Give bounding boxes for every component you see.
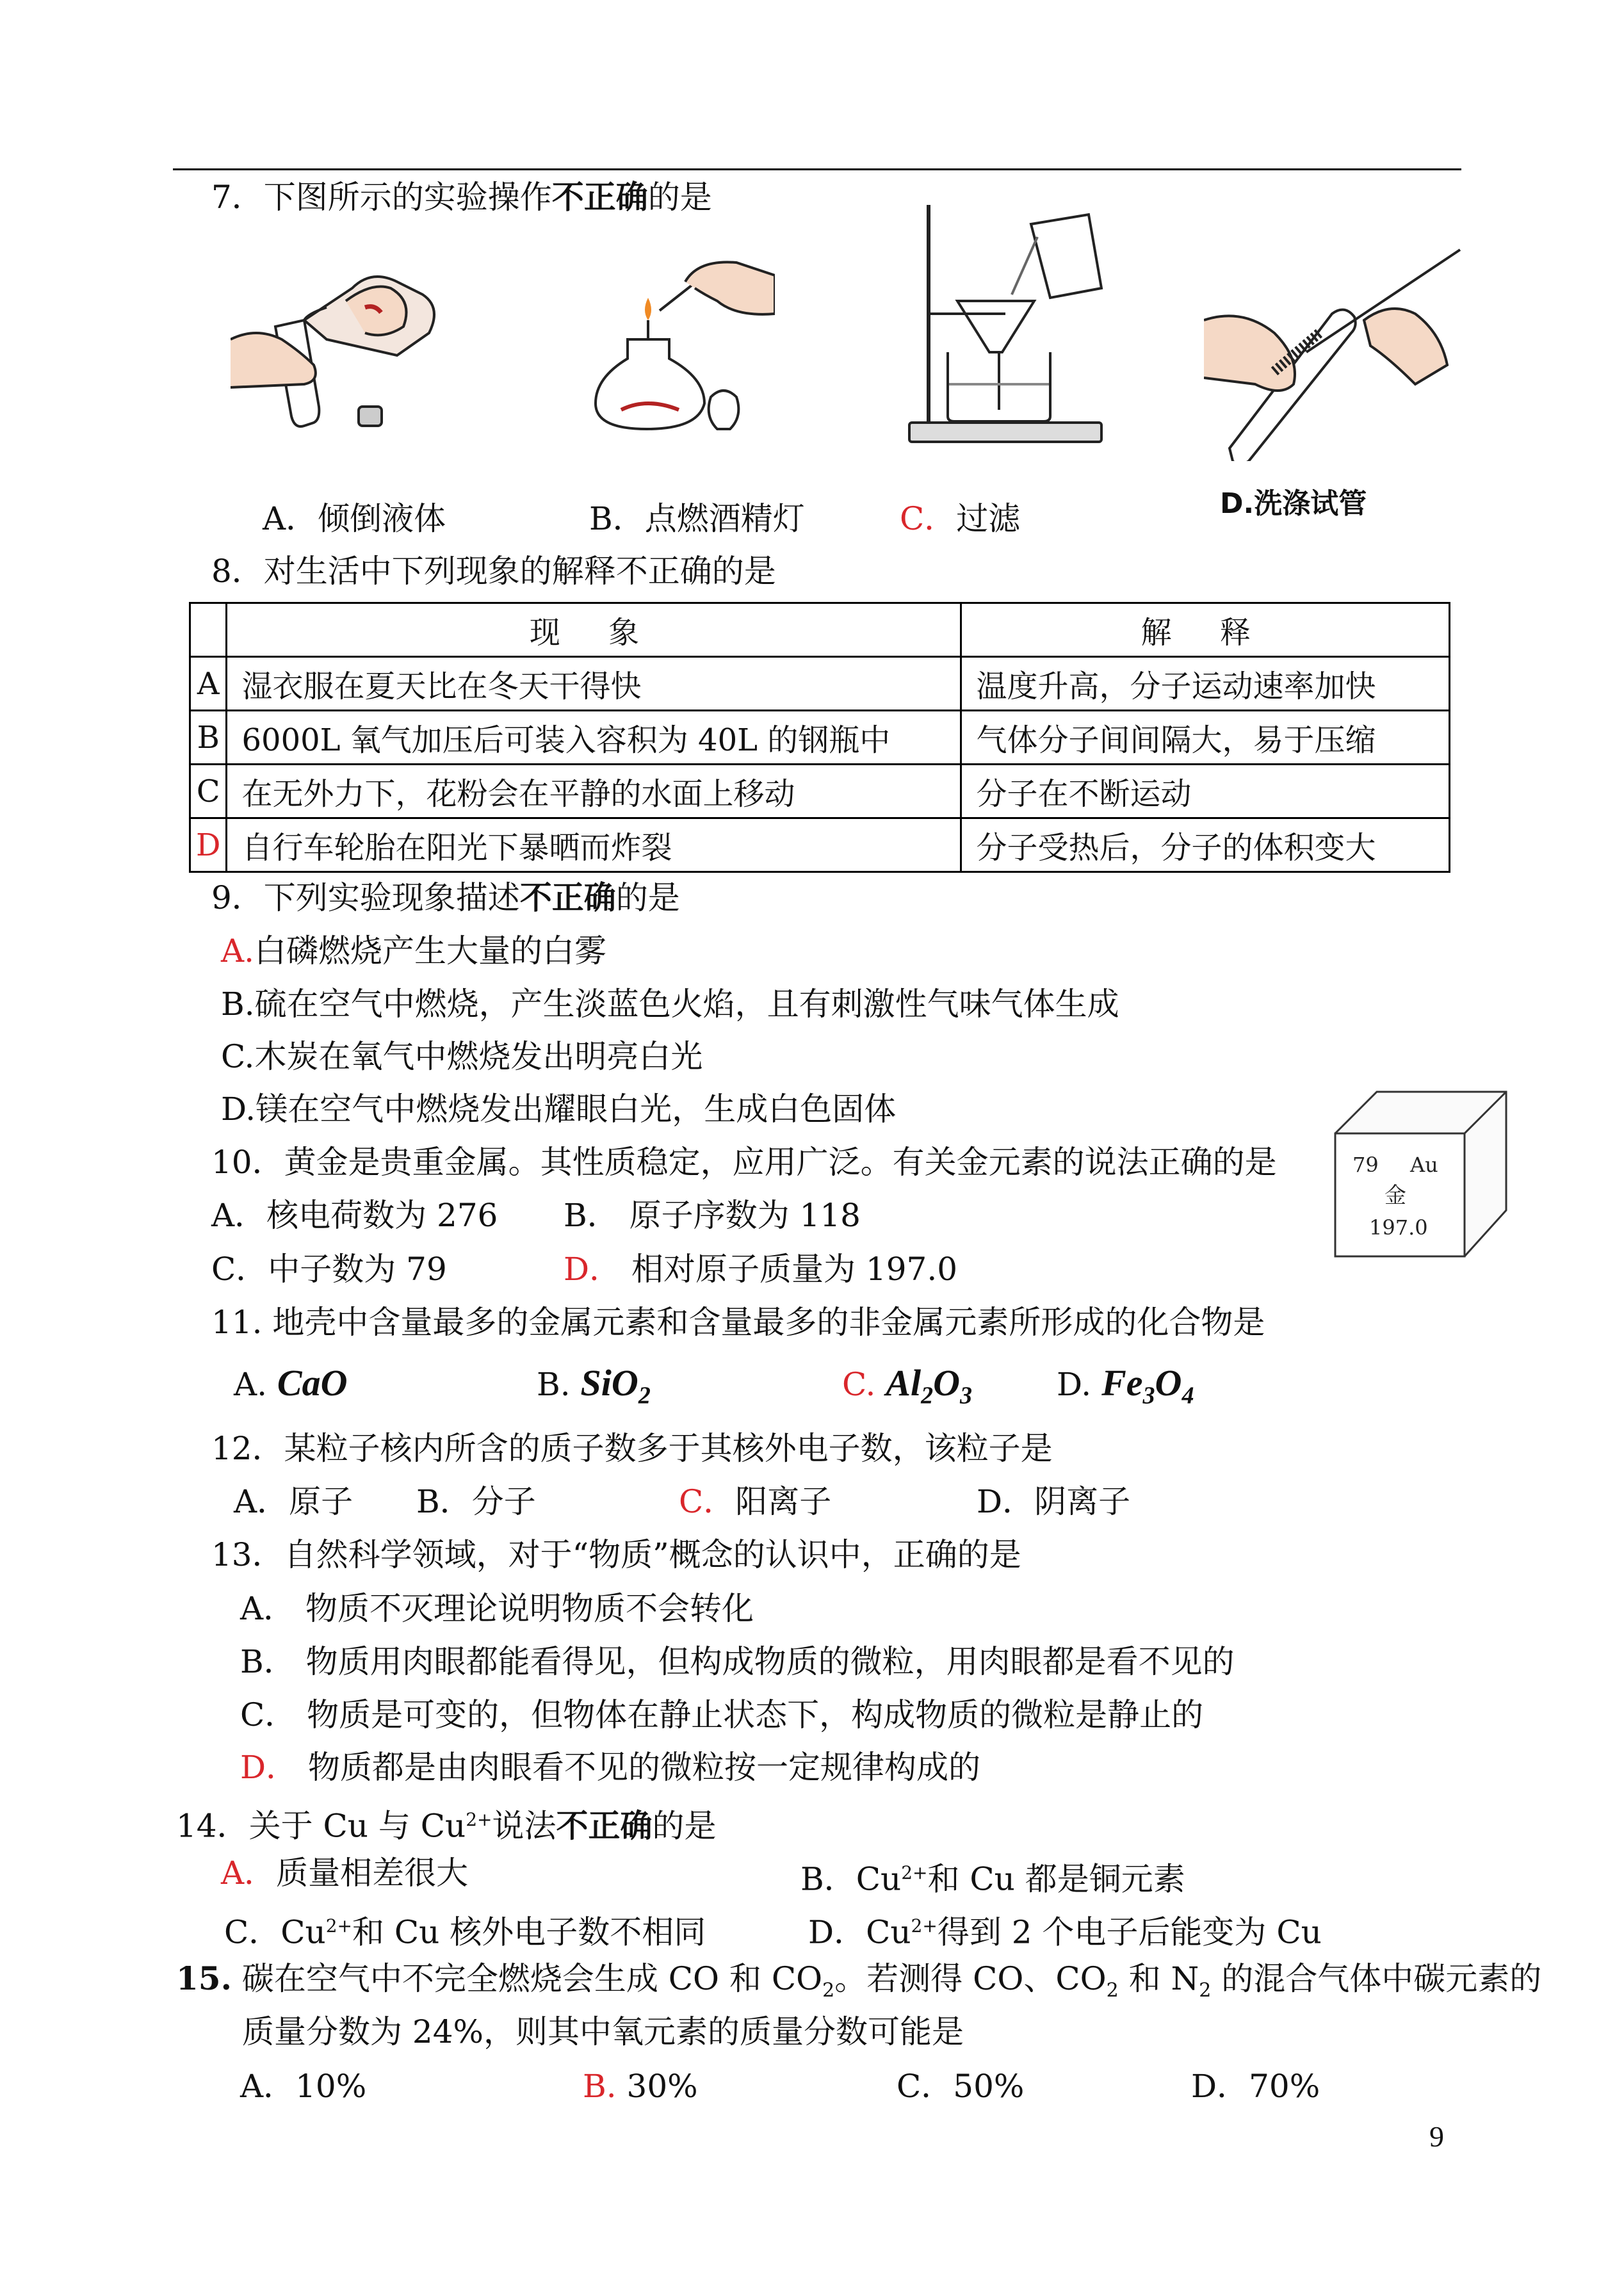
periodic-table-cell-gold	[1332, 1089, 1511, 1261]
row-explanation: 分子在不断运动	[961, 765, 1450, 818]
q7-stem: 7．下图所示的实验操作不正确的是	[211, 178, 712, 216]
q15-stem-line2: 质量分数为 24%，则其中氧元素的质量分数可能是	[242, 2013, 964, 2050]
row-key: D	[190, 818, 227, 872]
table-header-explanation: 解 释	[961, 603, 1450, 657]
q10-option-c: C．中子数为 79	[211, 1251, 447, 1288]
row-phenomenon: 在无外力下，花粉会在平静的水面上移动	[227, 765, 961, 818]
q12-option-b: B．分子	[416, 1483, 536, 1520]
row-phenomenon: 6000L 氧气加压后可装入容积为 40L 的钢瓶中	[227, 711, 961, 765]
q8-table	[189, 602, 1450, 873]
q9-option-c: C.木炭在氧气中燃烧发出明亮白光	[221, 1038, 703, 1075]
table-cell	[190, 603, 227, 657]
row-key: A	[190, 657, 227, 711]
q12-option-c: C．阳离子	[679, 1483, 832, 1520]
row-explanation: 气体分子间间隔大，易于压缩	[961, 711, 1450, 765]
q11-stem: 11. 地壳中含量最多的金属元素和含量最多的非金属元素所形成的化合物是	[211, 1304, 1265, 1341]
q15-option-c: C．50%	[897, 2068, 1025, 2105]
q10-option-b: B． 原子序数为 118	[564, 1197, 861, 1234]
table-row	[190, 657, 1450, 711]
q14-option-d: D．$Cu^{2+}$得到 2 个电子后能变为 Cu	[808, 1913, 1322, 1951]
q9-option-a: A.白磷燃烧产生大量的白雾	[221, 932, 607, 969]
header-rule	[173, 168, 1461, 170]
row-explanation: 温度升高，分子运动速率加快	[961, 657, 1450, 711]
q14-stem: 14．关于 Cu 与 $Cu^{2+}$说法不正确的是	[176, 1806, 717, 1845]
page-number: 9	[1429, 2120, 1444, 2153]
row-explanation: 分子受热后，分子的体积变大	[961, 818, 1450, 872]
q10-option-d: D． 相对原子质量为 197.0	[564, 1251, 958, 1288]
table-row	[190, 711, 1450, 765]
q11-option-a: A. CaO	[234, 1362, 348, 1404]
q7-option-c: C．过滤	[900, 500, 1021, 537]
q13-option-c: C． 物质是可变的，但物体在静止状态下，构成物质的微粒是静止的	[240, 1696, 1204, 1733]
q10-stem: 10．黄金是贵重金属。其性质稳定，应用广泛。有关金元素的说法正确的是	[211, 1144, 1277, 1181]
fig-filtration	[897, 199, 1127, 455]
q12-option-d: D．阴离子	[977, 1483, 1131, 1520]
row-key: B	[190, 711, 227, 765]
q13-option-d: D． 物质都是由肉眼看不见的微粒按一定规律构成的	[240, 1749, 980, 1786]
q9-stem: 9．下列实验现象描述不正确的是	[211, 879, 680, 916]
q14-option-c: C．$Cu^{2+}$和 Cu 核外电子数不相同	[224, 1913, 706, 1951]
q15-option-a: A．10%	[240, 2068, 367, 2105]
q15-option-d: D．70%	[1191, 2068, 1320, 2105]
table-row	[190, 765, 1450, 818]
q8-stem: 8．对生活中下列现象的解释不正确的是	[211, 553, 776, 590]
q7-option-b: B．点燃酒精灯	[589, 500, 805, 537]
q15-option-b: B. 30%	[583, 2068, 698, 2105]
table-header-phenomenon: 现 象	[227, 603, 961, 657]
q13-option-b: B． 物质用肉眼都能看得见，但构成物质的微粒，用肉眼都是看不见的	[240, 1643, 1235, 1680]
fig-pouring-liquid	[231, 243, 448, 435]
q11-option-d: D. $Fe_3O_4$	[1057, 1362, 1194, 1409]
q13-option-a: A． 物质不灭理论说明物质不会转化	[240, 1590, 754, 1627]
q14-option-b: B．$Cu^{2+}$和 Cu 都是铜元素	[800, 1860, 1185, 1898]
q7-fig-d-label: D.洗涤试管	[1220, 487, 1367, 520]
q7-option-a: A．倾倒液体	[263, 500, 446, 537]
q15-stem-line1: 15. 碳在空气中不完全燃烧会生成 CO 和 $CO_2$。若测得 CO、$CO_2$ 和 $N_2$ 的混合气体中碳元素的	[176, 1959, 1542, 2002]
q11-option-c: C. $Al_2O_3$	[842, 1362, 972, 1409]
q9-option-d: D.镁在空气中燃烧发出耀眼白光，生成白色固体	[221, 1091, 897, 1128]
q9-option-b: B.硫在空气中燃烧，产生淡蓝色火焰，且有刺激性气味气体生成	[221, 985, 1119, 1023]
q12-stem: 12．某粒子核内所含的质子数多于其核外电子数，该粒子是	[211, 1430, 1053, 1467]
row-phenomenon: 自行车轮胎在阳光下暴晒而炸裂	[227, 818, 961, 872]
q12-option-a: A．原子	[234, 1483, 353, 1520]
atomic-number: 79	[1352, 1153, 1379, 1177]
fig-washing-test-tube	[1204, 243, 1473, 461]
row-key: C	[190, 765, 227, 818]
q13-stem: 13．自然科学领域，对于“物质”概念的认识中，正确的是	[211, 1536, 1021, 1573]
table-header-row	[190, 603, 1450, 657]
q11-option-b: B. SiO$_2$	[537, 1362, 651, 1409]
q14-option-a: A．质量相差很大	[221, 1854, 469, 1892]
q10-option-a: A．核电荷数为 276	[211, 1197, 498, 1234]
table-row	[190, 818, 1450, 872]
fig-lighting-alcohol-lamp	[570, 256, 775, 448]
row-phenomenon: 湿衣服在夏天比在冬天干得快	[227, 657, 961, 711]
element-symbol: Au	[1410, 1153, 1438, 1177]
atomic-mass: 197.0	[1369, 1215, 1428, 1240]
element-name: 金	[1384, 1183, 1406, 1208]
